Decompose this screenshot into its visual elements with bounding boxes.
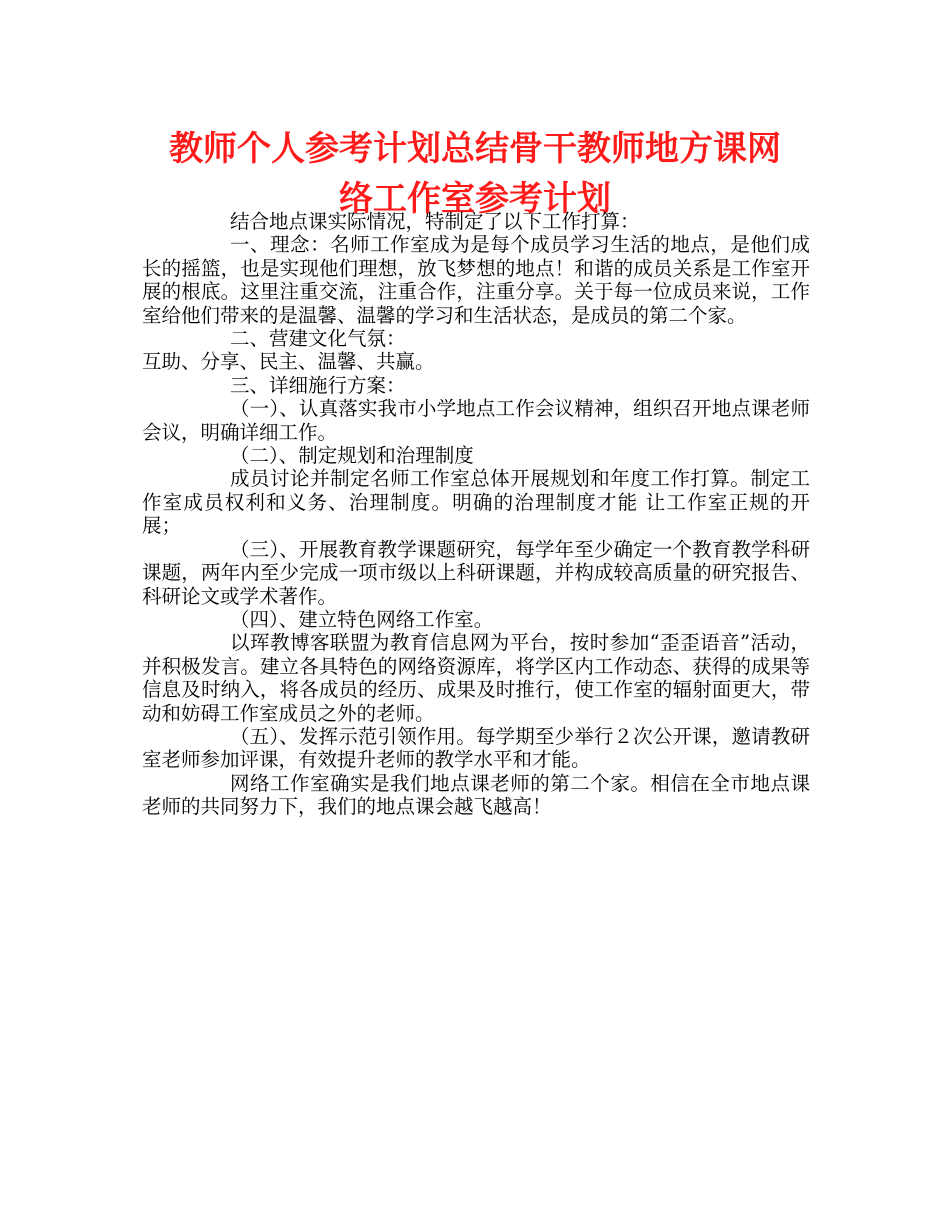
section-concept: 一、理念：名师工作室成为是每个成员学习生活的地点，是他们成长的摇篮，也是实现他们理想，放飞梦想的地点！和谐的成员关系是工作室开展的根底。这里注重交流，注重合作，注重分享。关于每一位成员来说，工作室给他们带来的是温馨、温馨的学习和生活状态，是成员的第二个家。 (142, 233, 810, 327)
section-culture-values: 互助、分享、民主、温馨、共赢。 (142, 350, 435, 374)
intro-paragraph: 结合地点课实际情况，特制定了以下工作打算： (230, 210, 640, 233)
plan-item-2-body: 成员讨论并制定名师工作室总体开展规划和年度工作打算。制定工作室成员权利和义务、治理制度。明确的治理制度才能 让工作室正规的开展； (142, 467, 810, 538)
plan-item-4-body: 以珲教博客联盟为教育信息网为平台，按时参加“歪歪语音”活动，并积极发言。建立各具特色的网络资源库，将学区内工作动态、获得的成果等信息及时纳入，将各成员的经历、成果及时推行，使工作室的辐射面更大，带动和妨碍工作室成员之外的老师。 (142, 631, 810, 725)
document-body (142, 210, 810, 819)
section-culture-heading: 二、营建文化气氛： (230, 327, 406, 351)
plan-item-1: （一）、认真落实我市小学地点工作会议精神，组织召开地点课老师会议，明确详细工作。 (142, 397, 810, 444)
document-title (130, 124, 820, 224)
title-line-2: 络工作室参考计划 (339, 179, 611, 219)
plan-item-2-heading: （二）、制定规划和治理制度 (230, 444, 474, 468)
plan-item-4-heading: （四）、建立特色网络工作室。 (230, 607, 494, 631)
section-plan-heading: 三、详细施行方案： (230, 373, 406, 397)
closing-paragraph: 网络工作室确实是我们地点课老师的第二个家。相信在全市地点课老师的共同努力下，我们的地点课会越飞越高！ (142, 771, 810, 819)
plan-item-5: （五）、发挥示范引领作用。每学期至少举行２次公开课，邀请教研室老师参加评课，有效提升老师的教学水平和才能。 (142, 724, 810, 772)
plan-item-3: （三）、开展教育教学课题研究，每学年至少确定一个教育教学科研课题，两年内至少完成一项市级以上科研课题，并构成较高质量的研究报告、科研论文或学术著作。 (142, 537, 810, 608)
title-line-1: 教师个人参考计划总结骨干教师地方课网 (169, 129, 781, 169)
